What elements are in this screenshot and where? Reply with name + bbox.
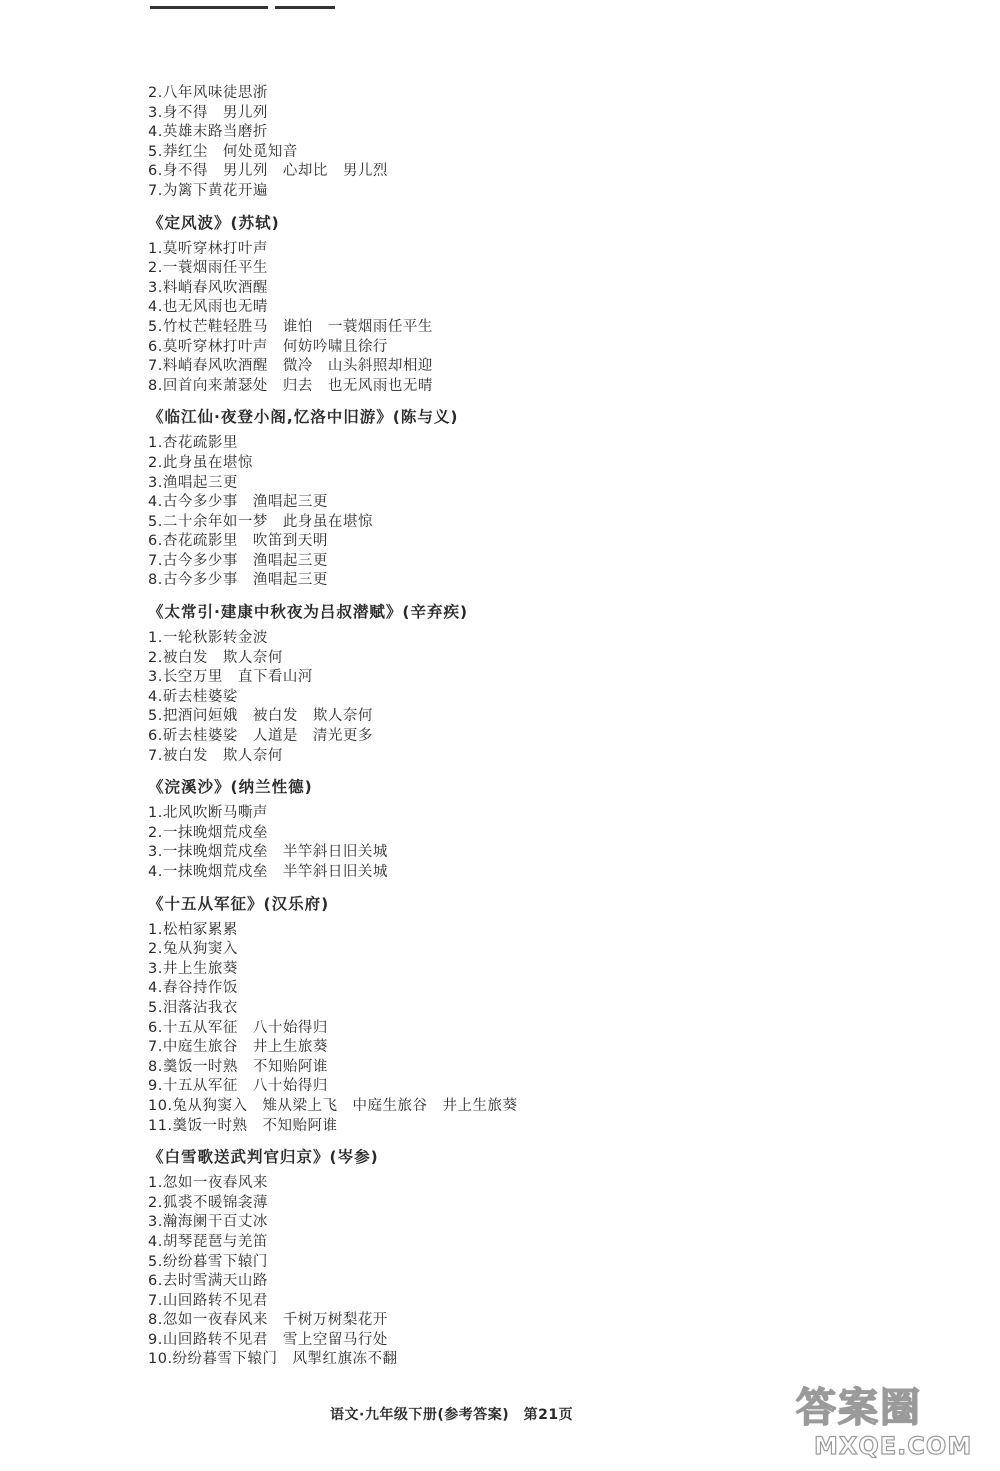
answer-line: 1.忽如一夜春风来 — [148, 1175, 268, 1192]
answer-line: 8.古今多少事 渔唱起三更 — [148, 572, 328, 589]
section-title: 《浣溪沙》(纳兰性德) — [148, 778, 313, 797]
answer-line: 6.去时雪满天山路 — [148, 1273, 268, 1290]
answer-line: 10.兔从狗窦入 雉从梁上飞 中庭生旅谷 井上生旅葵 — [148, 1097, 518, 1114]
answer-content — [148, 84, 758, 1370]
answer-line: 1.一轮秋影转金波 — [148, 630, 268, 647]
page-footer: 语文·九年级下册(参考答案) 第21页 — [330, 1407, 574, 1423]
poem-section — [148, 406, 758, 591]
answer-line: 3.渔唱起三更 — [148, 474, 238, 491]
answer-line: 1.杏花疏影里 — [148, 435, 238, 452]
answer-line: 3.瀚海阑干百丈冰 — [148, 1214, 268, 1231]
answer-line: 6.身不得 男儿列 心却比 男儿烈 — [148, 163, 388, 180]
poem-section — [148, 84, 758, 202]
answer-line: 7.为篱下黄花开遍 — [148, 182, 268, 199]
watermark-logo — [796, 1384, 986, 1468]
answer-line: 6.斫去桂婆娑 人道是 清光更多 — [148, 728, 373, 745]
answer-line: 9.山回路转不见君 雪上空留马行处 — [148, 1331, 388, 1348]
answer-line: 3.井上生旅葵 — [148, 960, 238, 977]
answer-line: 8.羹饭一时熟 不知贻阿谁 — [148, 1058, 328, 1075]
answer-line: 5.莽红尘 何处觅知音 — [148, 143, 298, 160]
answer-line: 3.一抹晚烟荒戍垒 半竿斜日旧关城 — [148, 844, 388, 861]
answer-line: 3.料峭春风吹酒醒 — [148, 279, 268, 296]
answer-line: 7.山回路转不见君 — [148, 1292, 268, 1309]
section-title: 《定风波》(苏轼) — [148, 213, 280, 232]
answer-line: 2.兔从狗窦入 — [148, 941, 238, 958]
answer-line: 7.古今多少事 渔唱起三更 — [148, 552, 328, 569]
poem-section — [148, 601, 758, 766]
watermark-bottom: MXQE.COM — [814, 1432, 973, 1460]
section-title: 《太常引·建康中秋夜为吕叔潜赋》(辛弃疾) — [148, 603, 469, 622]
answer-line: 9.十五从军征 八十始得归 — [148, 1078, 328, 1095]
poem-section — [148, 1146, 758, 1370]
answer-line: 4.舂谷持作饭 — [148, 980, 238, 997]
answer-line: 3.长空万里 直下看山河 — [148, 669, 313, 686]
top-rule — [275, 6, 335, 9]
answer-line: 7.料峭春风吹酒醒 微冷 山头斜照却相迎 — [148, 358, 433, 375]
answer-line: 2.被白发 欺人奈何 — [148, 649, 283, 666]
answer-line: 4.斫去桂婆娑 — [148, 688, 238, 705]
answer-line: 4.古今多少事 渔唱起三更 — [148, 494, 328, 511]
answer-line: 4.也无风雨也无晴 — [148, 299, 268, 316]
answer-line: 6.十五从军征 八十始得归 — [148, 1019, 328, 1036]
answer-line: 6.杏花疏影里 吹笛到天明 — [148, 533, 328, 550]
section-title: 《十五从军征》(汉乐府) — [148, 894, 330, 913]
answer-line: 11.羹饭一时熟 不知贻阿谁 — [148, 1117, 338, 1134]
answer-line: 2.八年风味徒思浙 — [148, 85, 268, 101]
answer-line: 7.被白发 欺人奈何 — [148, 747, 283, 764]
answer-line: 2.狐裘不暖锦衾薄 — [148, 1194, 268, 1211]
answer-line: 2.此身虽在堪惊 — [148, 454, 253, 471]
answer-line: 5.泪落沾我衣 — [148, 999, 238, 1016]
section-title: 《白雪歌送武判官归京》(岑参) — [148, 1148, 379, 1167]
answer-line: 1.北风吹断马嘶声 — [148, 805, 268, 822]
answer-line: 5.把酒问姮娥 被白发 欺人奈何 — [148, 708, 373, 725]
watermark-top: 答案圈 — [796, 1385, 922, 1431]
poem-section — [148, 893, 758, 1137]
answer-line: 8.回首向来萧瑟处 归去 也无风雨也无晴 — [148, 377, 433, 394]
poem-section — [148, 212, 758, 397]
answer-line: 4.一抹晚烟荒戍垒 半竿斜日旧关城 — [148, 864, 388, 880]
section-title: 《临江仙·夜登小阁,忆洛中旧游》(陈与义) — [148, 408, 459, 427]
answer-line: 5.竹杖芒鞋轻胜马 谁怕 一蓑烟雨任平生 — [148, 318, 433, 335]
poem-section — [148, 776, 758, 882]
answer-line: 4.胡琴琵琶与羌笛 — [148, 1233, 268, 1250]
answer-line: 6.莫听穿林打叶声 何妨吟啸且徐行 — [148, 338, 388, 355]
answer-line: 5.纷纷暮雪下辕门 — [148, 1253, 268, 1270]
answer-line: 3.身不得 男儿列 — [148, 104, 268, 121]
answer-line: 1.莫听穿林打叶声 — [148, 240, 268, 257]
answer-line: 8.忽如一夜春风来 千树万树梨花开 — [148, 1312, 388, 1329]
answer-line: 1.松柏冢累累 — [148, 921, 238, 938]
answer-line: 4.英雄末路当磨折 — [148, 124, 268, 141]
answer-line: 5.二十余年如一梦 此身虽在堪惊 — [148, 513, 373, 530]
answer-line: 10.纷纷暮雪下辕门 风掣红旗冻不翻 — [148, 1351, 398, 1368]
answer-line: 7.中庭生旅谷 井上生旅葵 — [148, 1039, 328, 1056]
answer-line: 2.一蓑烟雨任平生 — [148, 260, 268, 277]
top-rule — [150, 6, 268, 9]
answer-line: 2.一抹晚烟荒戍垒 — [148, 824, 268, 841]
